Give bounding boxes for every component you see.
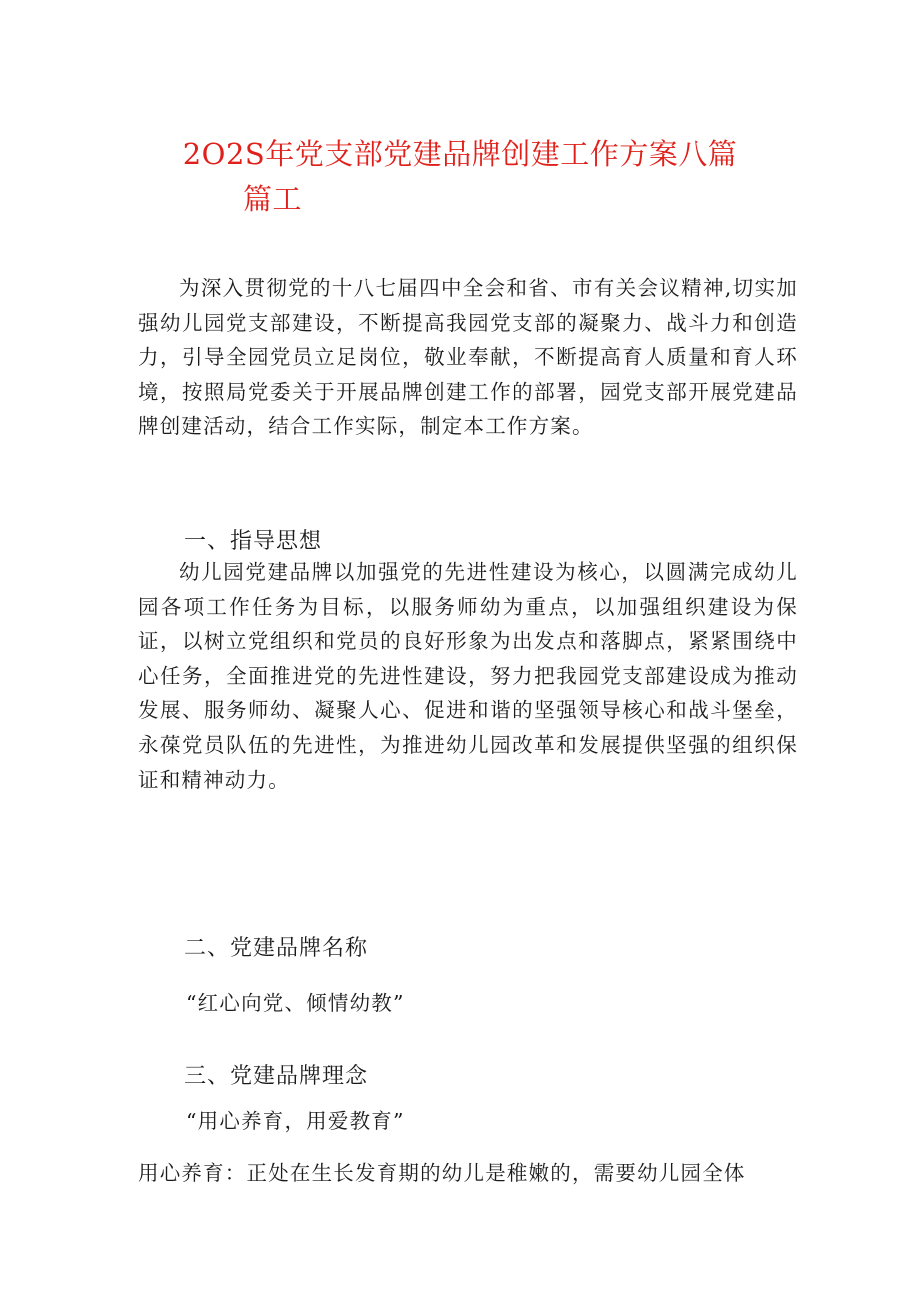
section-body-guiding-ideology: 幼儿园党建品牌以加强党的先进性建设为核心，以圆满完成幼儿园各项工作任务为目标，以服务师幼为重点，以加强组织建设为保证，以树立党组织和党员的良好形象为出发点和落脚点，紧紧围绕中心任务，全面推进党的先进性建设，努力把我园党支部建设成为推动发展、服务师幼、凝聚人心、促进和谐的坚强领导核心和战斗堡垒，永葆党员队伍的先进性，为推进幼儿园改革和发展提供坚强的组织保证和精神动力。 bbox=[138, 560, 798, 792]
brand-concept-quote: “用心养育，用爱教育” bbox=[186, 1109, 405, 1133]
section-body-brand-concept: 用心养育：正处在生长发育期的幼儿是稚嫩的，需要幼儿园全体 bbox=[138, 1161, 746, 1185]
section-heading-brand-concept: 三、党建品牌理念 bbox=[184, 1064, 369, 1089]
section-heading-guiding-ideology: 一、指导思想 bbox=[184, 529, 323, 554]
document-title-continuation: 篇工 bbox=[243, 182, 303, 216]
section-heading-brand-name: 二、党建品牌名称 bbox=[184, 936, 369, 961]
brand-name-quote: “红心向党、倾情幼教” bbox=[186, 991, 405, 1015]
intro-paragraph: 为深入贯彻党的十八七届四中全会和省、市有关会议精神,切实加强幼儿园党支部建设，不断提高我园党支部的凝聚力、战斗力和创造力，引导全园党员立足岗位，敬业奉献，不断提高育人质量和育人环境，按照局党委关于开展品牌创建工作的部署，园党支部开展党建品牌创建活动，结合工作实际，制定本工作方案。 bbox=[138, 276, 798, 439]
document-title: 2O2S年党支部党建品牌创建工作方案八篇 bbox=[182, 137, 738, 171]
